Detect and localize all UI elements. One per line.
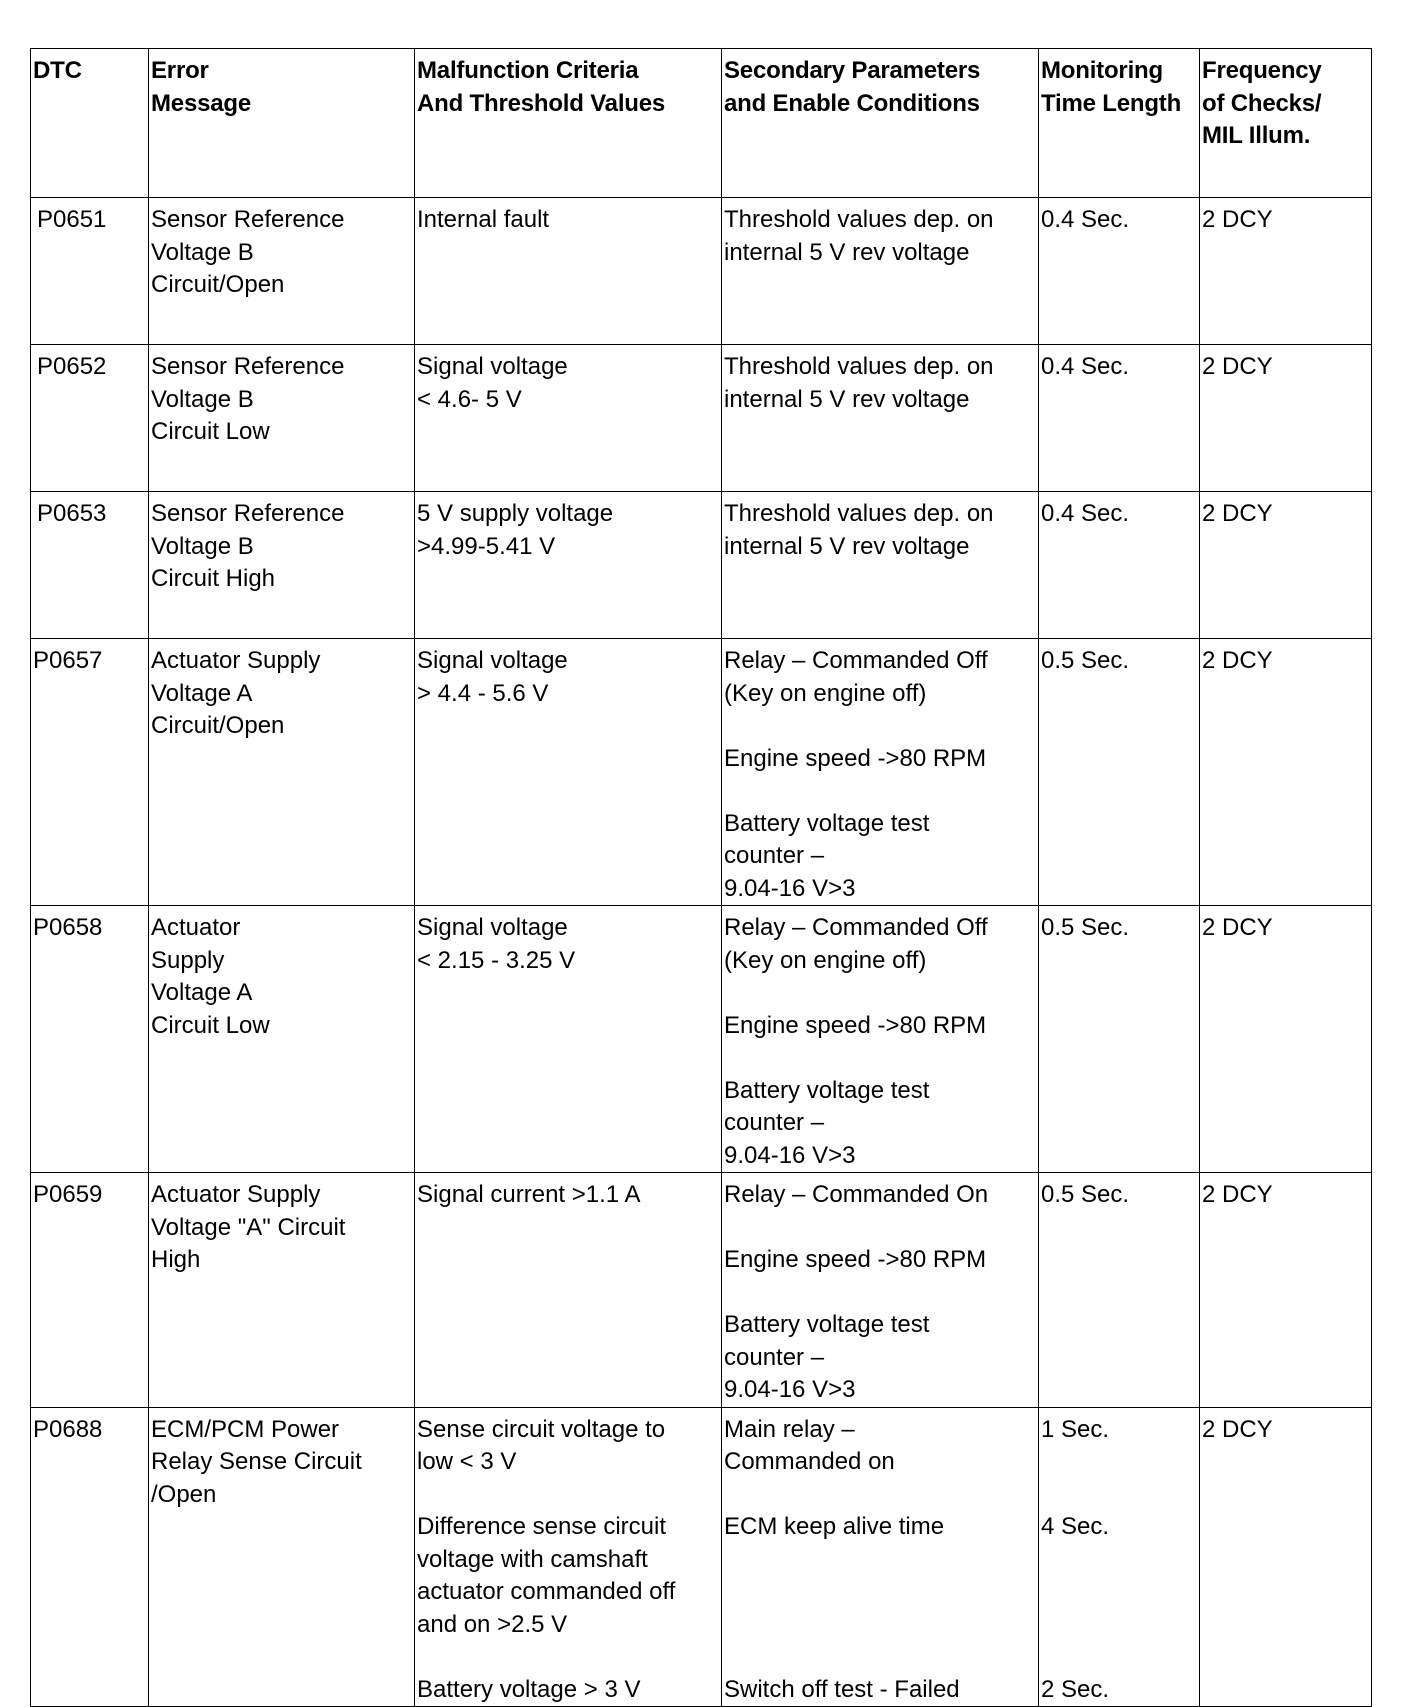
header-monitoring-time: Monitoring Time Length [1039, 49, 1200, 198]
frequency: 2 DCY [1200, 906, 1372, 1173]
secondary-parameters: Relay – Commanded On Engine speed ->80 RPM Battery voltage test counter – 9.04-16 V>3 [722, 1173, 1039, 1408]
monitoring-time: 0.5 Sec. [1039, 1173, 1200, 1408]
malfunction-criteria: Signal current >1.1 A [415, 1173, 722, 1408]
error-message: Actuator Supply Voltage A Circuit Low [149, 906, 415, 1173]
header-frequency: Frequency of Checks/ MIL Illum. [1200, 49, 1372, 198]
malfunction-criteria: Sense circuit voltage to low < 3 V Difference sense circuit voltage with camshaft actuator commanded off and on >2.5 V Battery voltage > 3 V [415, 1407, 722, 1707]
dtc-code: P0653 [31, 492, 149, 639]
header-malfunction-criteria: Malfunction Criteria And Threshold Values [415, 49, 722, 198]
header-secondary-parameters: Secondary Parameters and Enable Conditions [722, 49, 1039, 198]
monitoring-time: 0.5 Sec. [1039, 639, 1200, 906]
header-row [31, 49, 1372, 198]
secondary-parameters: Main relay – Commanded on ECM keep alive time Switch off test - Failed [722, 1407, 1039, 1707]
frequency: 2 DCY [1200, 198, 1372, 345]
table-row [31, 1173, 1372, 1408]
error-message: Sensor Reference Voltage B Circuit/Open [149, 198, 415, 345]
secondary-parameters: Relay – Commanded Off (Key on engine off) Engine speed ->80 RPM Battery voltage test counter – 9.04-16 V>3 [722, 906, 1039, 1173]
monitoring-time: 0.5 Sec. [1039, 906, 1200, 1173]
table-row [31, 639, 1372, 906]
dtc-code: P0651 [31, 198, 149, 345]
error-message: ECM/PCM Power Relay Sense Circuit /Open [149, 1407, 415, 1707]
table-row [31, 198, 1372, 345]
error-message: Sensor Reference Voltage B Circuit High [149, 492, 415, 639]
header-error-message: Error Message [149, 49, 415, 198]
dtc-code: P0659 [31, 1173, 149, 1408]
malfunction-criteria: Signal voltage < 4.6- 5 V [415, 345, 722, 492]
monitoring-time: 0.4 Sec. [1039, 198, 1200, 345]
header-dtc: DTC [31, 49, 149, 198]
monitoring-time: 0.4 Sec. [1039, 345, 1200, 492]
secondary-parameters: Threshold values dep. on internal 5 V rev voltage [722, 492, 1039, 639]
monitoring-time: 0.4 Sec. [1039, 492, 1200, 639]
frequency: 2 DCY [1200, 345, 1372, 492]
table-row [31, 906, 1372, 1173]
frequency: 2 DCY [1200, 1173, 1372, 1408]
dtc-code: P0658 [31, 906, 149, 1173]
malfunction-criteria: 5 V supply voltage >4.99-5.41 V [415, 492, 722, 639]
table-row [31, 1407, 1372, 1707]
dtc-code: P0657 [31, 639, 149, 906]
error-message: Actuator Supply Voltage "A" Circuit High [149, 1173, 415, 1408]
frequency: 2 DCY [1200, 492, 1372, 639]
error-message: Sensor Reference Voltage B Circuit Low [149, 345, 415, 492]
malfunction-criteria: Signal voltage > 4.4 - 5.6 V [415, 639, 722, 906]
monitoring-time: 1 Sec. 4 Sec. 2 Sec. [1039, 1407, 1200, 1707]
dtc-code: P0688 [31, 1407, 149, 1707]
secondary-parameters: Relay – Commanded Off (Key on engine off) Engine speed ->80 RPM Battery voltage test counter – 9.04-16 V>3 [722, 639, 1039, 906]
frequency: 2 DCY [1200, 1407, 1372, 1707]
secondary-parameters: Threshold values dep. on internal 5 V rev voltage [722, 198, 1039, 345]
malfunction-criteria: Internal fault [415, 198, 722, 345]
frequency: 2 DCY [1200, 639, 1372, 906]
table-row [31, 492, 1372, 639]
error-message: Actuator Supply Voltage A Circuit/Open [149, 639, 415, 906]
dtc-table [30, 48, 1372, 1707]
secondary-parameters: Threshold values dep. on internal 5 V rev voltage [722, 345, 1039, 492]
table-row [31, 345, 1372, 492]
malfunction-criteria: Signal voltage < 2.15 - 3.25 V [415, 906, 722, 1173]
dtc-code: P0652 [31, 345, 149, 492]
